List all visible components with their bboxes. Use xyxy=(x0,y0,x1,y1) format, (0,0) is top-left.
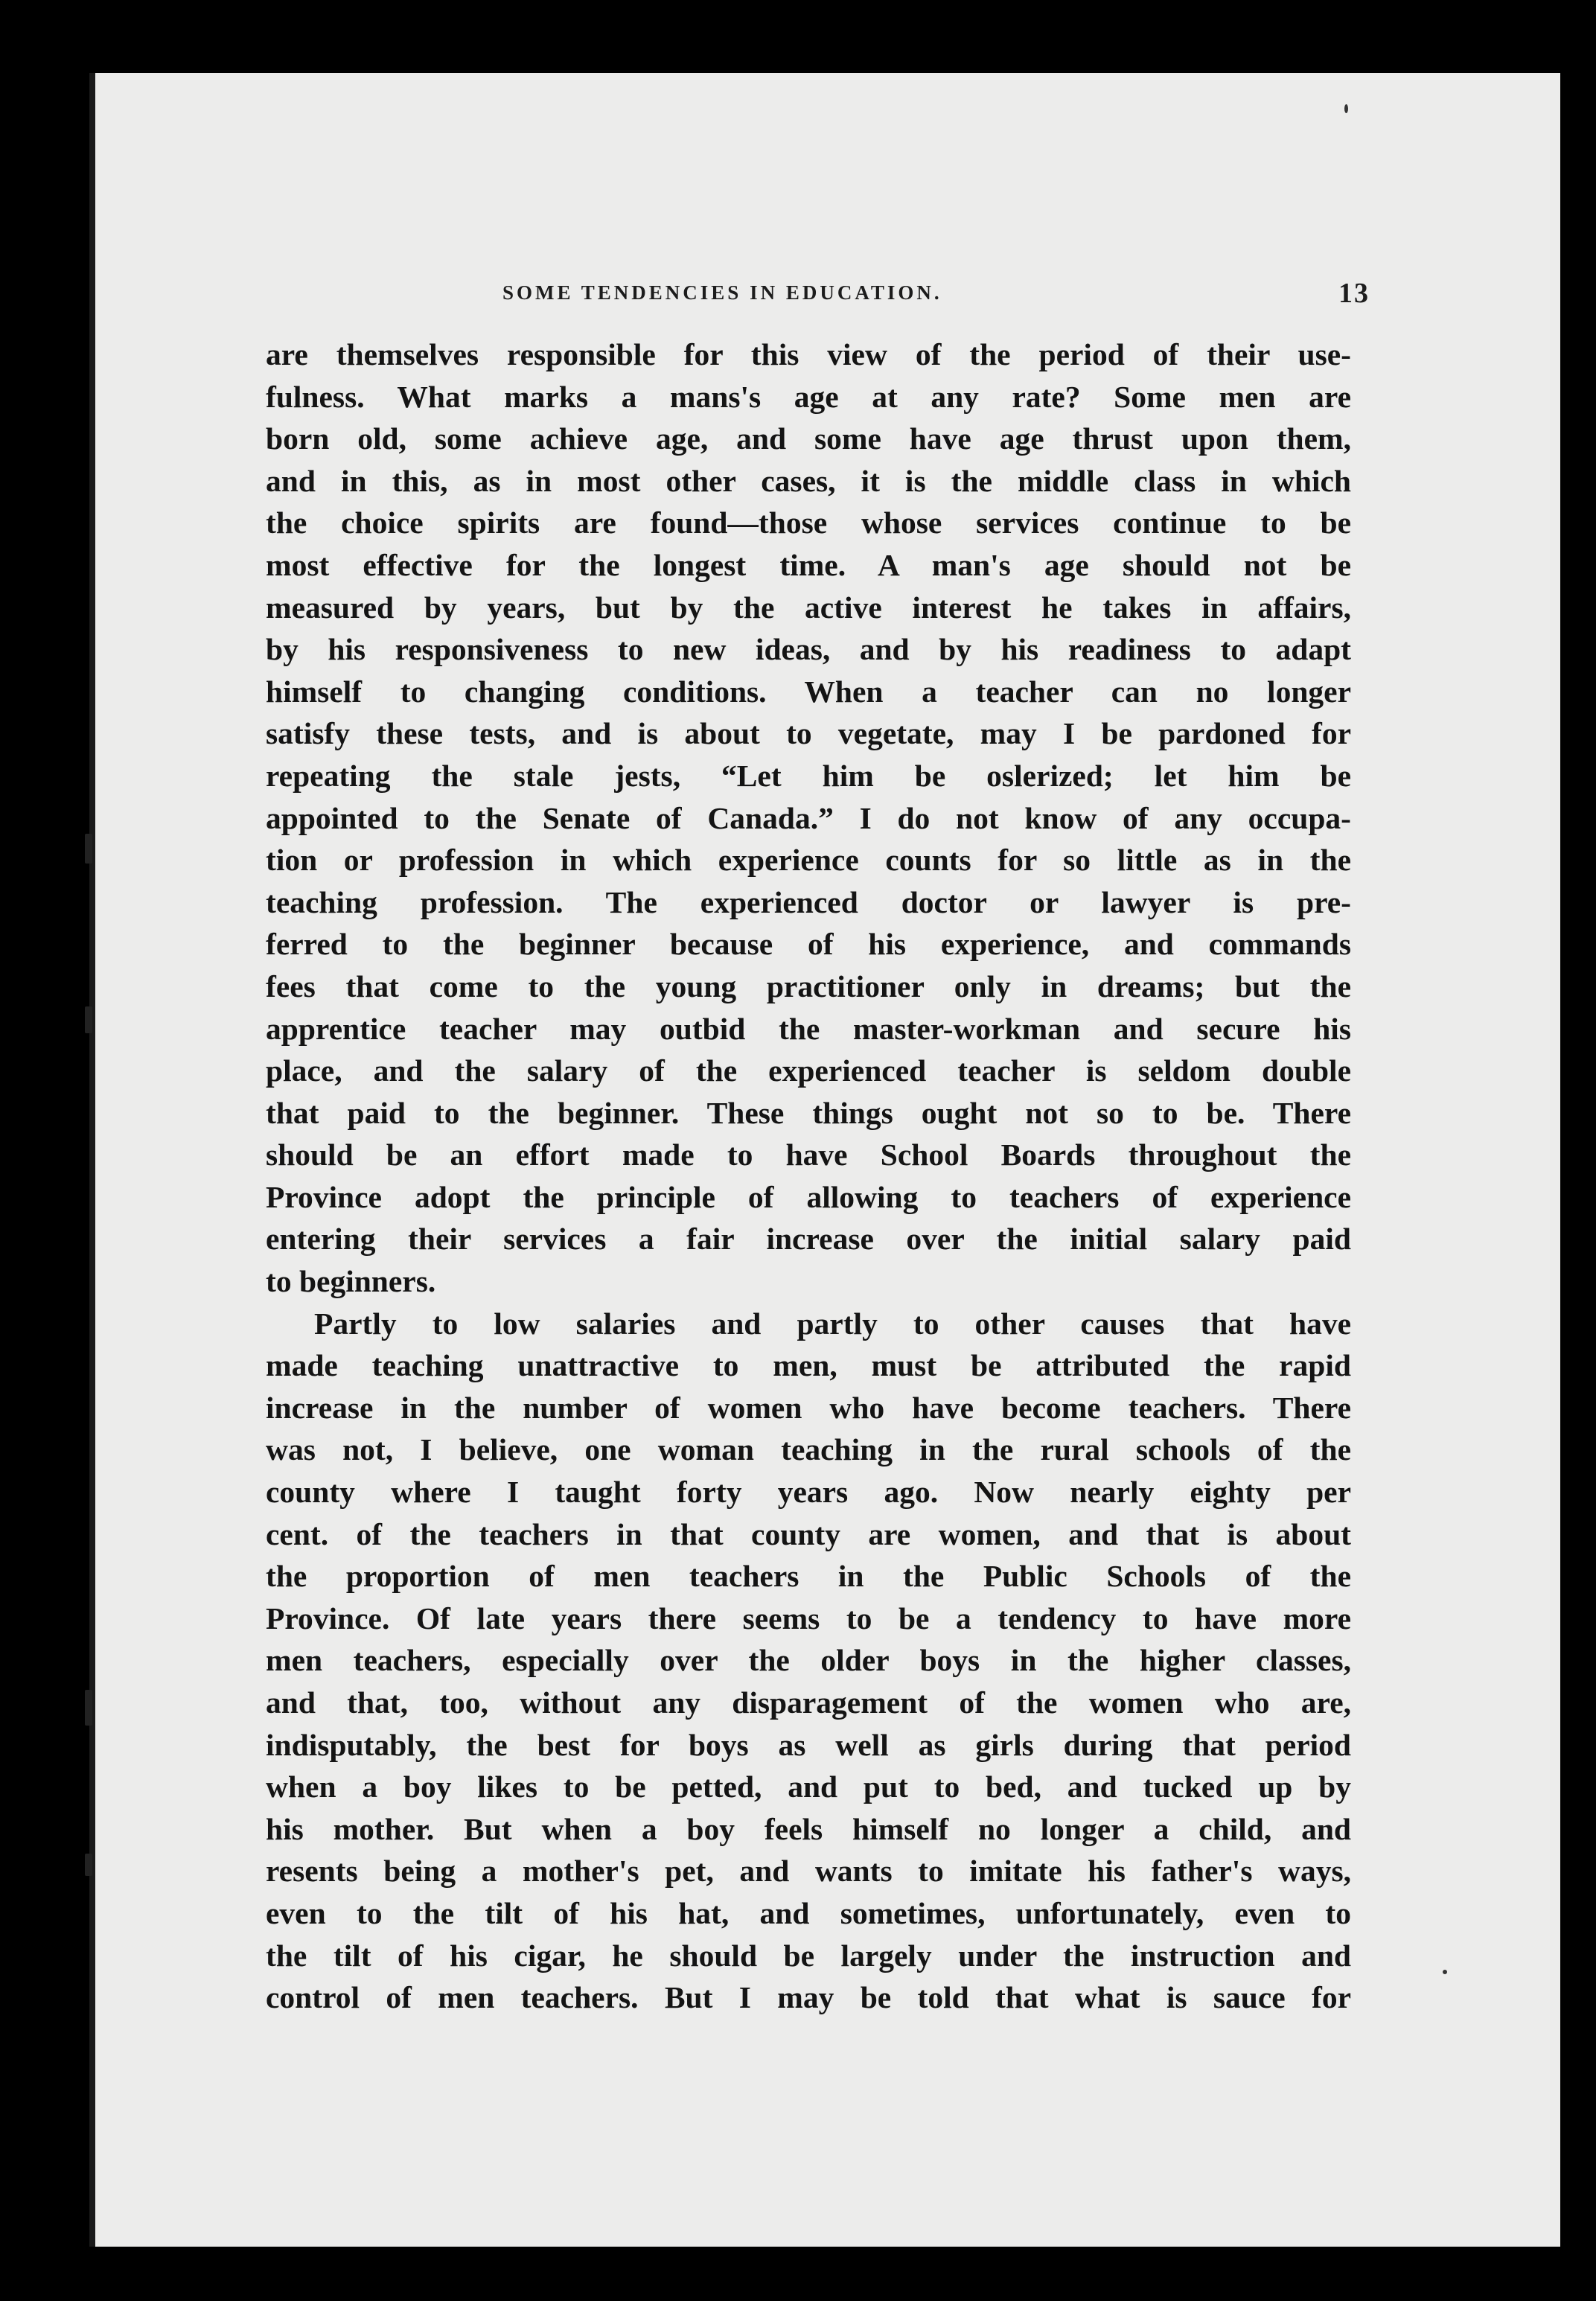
page-number: 13 xyxy=(1338,278,1370,309)
paper-speck xyxy=(1443,1970,1447,1974)
text-line: even to the tilt of his hat, and sometimes, unfortunately, even to xyxy=(266,1895,1351,1930)
text-line: when a boy likes to be petted, and put to bed, and tucked up by xyxy=(266,1769,1351,1804)
text-line: Partly to low salaries and partly to other causes that have xyxy=(314,1306,1351,1341)
text-line: fulness. What marks a mans's age at any rate? Some men are xyxy=(266,379,1351,414)
text-line: cent. of the teachers in that county are women, and that is about xyxy=(266,1516,1351,1551)
text-line: measured by years, but by the active interest he takes in affairs, xyxy=(266,590,1351,625)
binding-mark xyxy=(85,1006,92,1033)
text-line: repeating the stale jests, “Let him be oslerized; let him be xyxy=(266,758,1351,793)
text-line: appointed to the Senate of Canada.” I do not know of any occupa- xyxy=(266,800,1351,835)
body-text xyxy=(266,333,1351,2019)
text-line: entering their services a fair increase over the initial salary paid xyxy=(266,1222,1351,1257)
text-line: himself to changing conditions. When a teacher can no longer xyxy=(266,674,1351,709)
text-line: made teaching unattractive to men, must be attributed the rapid xyxy=(266,1348,1351,1383)
page-header xyxy=(268,278,1370,319)
page-binding-edge xyxy=(89,73,95,2247)
binding-mark xyxy=(85,1690,92,1726)
text-line: to beginners. xyxy=(266,1264,436,1299)
text-line: Province adopt the principle of allowing to teachers of experience xyxy=(266,1179,1351,1214)
text-line: ferred to the beginner because of his experience, and commands xyxy=(266,927,1351,962)
paragraph xyxy=(266,1303,1351,2019)
text-line: indisputably, the best for boys as well as girls during that period xyxy=(266,1727,1351,1762)
running-head: SOME TENDENCIES IN EDUCATION. xyxy=(502,281,942,304)
text-line: teaching profession. The experienced doctor or lawyer is pre- xyxy=(266,884,1351,919)
text-line: apprentice teacher may outbid the master-workman and secure his xyxy=(266,1011,1351,1046)
text-line: Province. Of late years there seems to be a tendency to have more xyxy=(266,1601,1351,1635)
text-line: his mother. But when a boy feels himself no longer a child, and xyxy=(266,1811,1351,1846)
text-line: the proportion of men teachers in the Public Schools of the xyxy=(266,1559,1351,1594)
binding-mark xyxy=(85,1854,92,1876)
text-line: tion or profession in which experience counts for so little as in the xyxy=(266,843,1351,878)
text-line: fees that come to the young practitioner only in dreams; but the xyxy=(266,968,1351,1003)
text-line: control of men teachers. But I may be told that what is sauce for xyxy=(266,1980,1351,2015)
text-line: and that, too, without any disparagement of the women who are, xyxy=(266,1685,1351,1720)
text-line: the tilt of his cigar, he should be largely under the instruction and xyxy=(266,1938,1351,1973)
text-line: resents being a mother's pet, and wants to imitate his father's ways, xyxy=(266,1854,1351,1889)
paper-speck xyxy=(1344,104,1348,113)
paragraph xyxy=(266,333,1351,1303)
text-line: by his responsiveness to new ideas, and by his readiness to adapt xyxy=(266,632,1351,667)
text-line: place, and the salary of the experienced teacher is seldom double xyxy=(266,1053,1351,1088)
text-line: born old, some achieve age, and some have age thrust upon them, xyxy=(266,421,1351,456)
text-line: should be an effort made to have School Boards throughout the xyxy=(266,1137,1351,1172)
text-line: increase in the number of women who have become teachers. There xyxy=(266,1390,1351,1425)
text-line: was not, I believe, one woman teaching in the rural schools of the xyxy=(266,1432,1351,1467)
text-line: and in this, as in most other cases, it is the middle class in which xyxy=(266,463,1351,498)
text-line: satisfy these tests, and is about to vegetate, may I be pardoned for xyxy=(266,716,1351,751)
text-line: that paid to the beginner. These things ought not so to be. There xyxy=(266,1095,1351,1130)
text-line: men teachers, especially over the older boys in the higher classes, xyxy=(266,1643,1351,1678)
text-line: most effective for the longest time. A man's age should not be xyxy=(266,547,1351,582)
binding-mark xyxy=(85,834,92,864)
text-line: the choice spirits are found—those whose services continue to be xyxy=(266,505,1351,540)
text-line: county where I taught forty years ago. Now nearly eighty per xyxy=(266,1475,1351,1510)
text-line: are themselves responsible for this view of the period of their use- xyxy=(266,337,1351,371)
